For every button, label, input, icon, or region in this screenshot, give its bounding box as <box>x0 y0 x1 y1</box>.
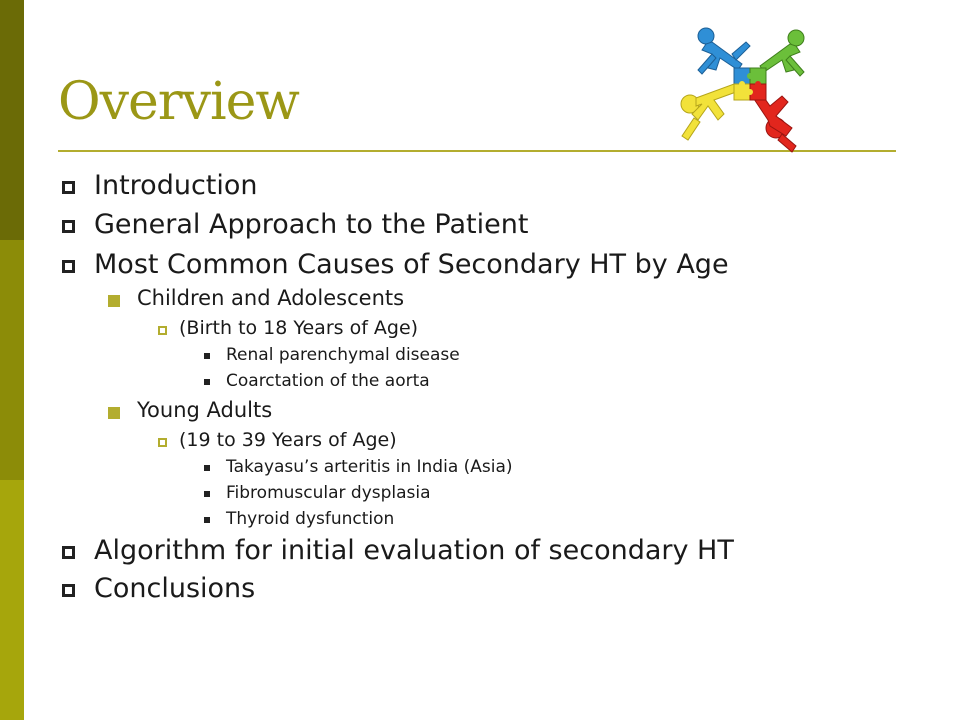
bullet-text: Young Adults <box>137 398 273 422</box>
bullet-small-square-icon <box>204 379 210 385</box>
side-bar-segment-light <box>0 480 24 720</box>
side-bar <box>0 0 24 720</box>
bullet-text: Coarctation of the aorta <box>226 371 430 391</box>
slide-title: Overview <box>58 72 299 132</box>
bullet-small-square-icon <box>204 517 210 523</box>
side-bar-segment-dark <box>0 0 24 240</box>
bullet-text: (19 to 39 Years of Age) <box>179 429 397 451</box>
puzzle-people-icon <box>672 24 822 154</box>
bullet-text: Most Common Causes of Secondary HT by Age <box>94 249 729 280</box>
bullet-text: Takayasu’s arteritis in India (Asia) <box>226 457 513 477</box>
bullet-filled-square-icon <box>108 295 120 307</box>
bullet-small-square-icon <box>204 353 210 359</box>
bullet-text: General Approach to the Patient <box>94 209 529 240</box>
bullet-square-icon <box>62 260 75 273</box>
bullet-square-icon <box>158 438 167 447</box>
bullet-text: Renal parenchymal disease <box>226 345 460 365</box>
bullet-small-square-icon <box>204 491 210 497</box>
bullet-square-icon <box>62 220 75 233</box>
side-bar-segment-mid <box>0 240 24 480</box>
bullet-text: Algorithm for initial evaluation of secondary HT <box>94 535 734 566</box>
bullet-square-icon <box>158 326 167 335</box>
bullet-text: Children and Adolescents <box>137 286 405 310</box>
bullet-filled-square-icon <box>108 407 120 419</box>
bullet-text: Conclusions <box>94 573 256 604</box>
bullet-square-icon <box>62 584 75 597</box>
bullet-square-icon <box>62 546 75 559</box>
bullet-text: Introduction <box>94 170 258 201</box>
bullet-text: Thyroid dysfunction <box>226 509 395 529</box>
bullet-small-square-icon <box>204 465 210 471</box>
bullet-text: Fibromuscular dysplasia <box>226 483 431 503</box>
bullet-square-icon <box>62 181 75 194</box>
bullet-text: (Birth to 18 Years of Age) <box>179 317 419 339</box>
